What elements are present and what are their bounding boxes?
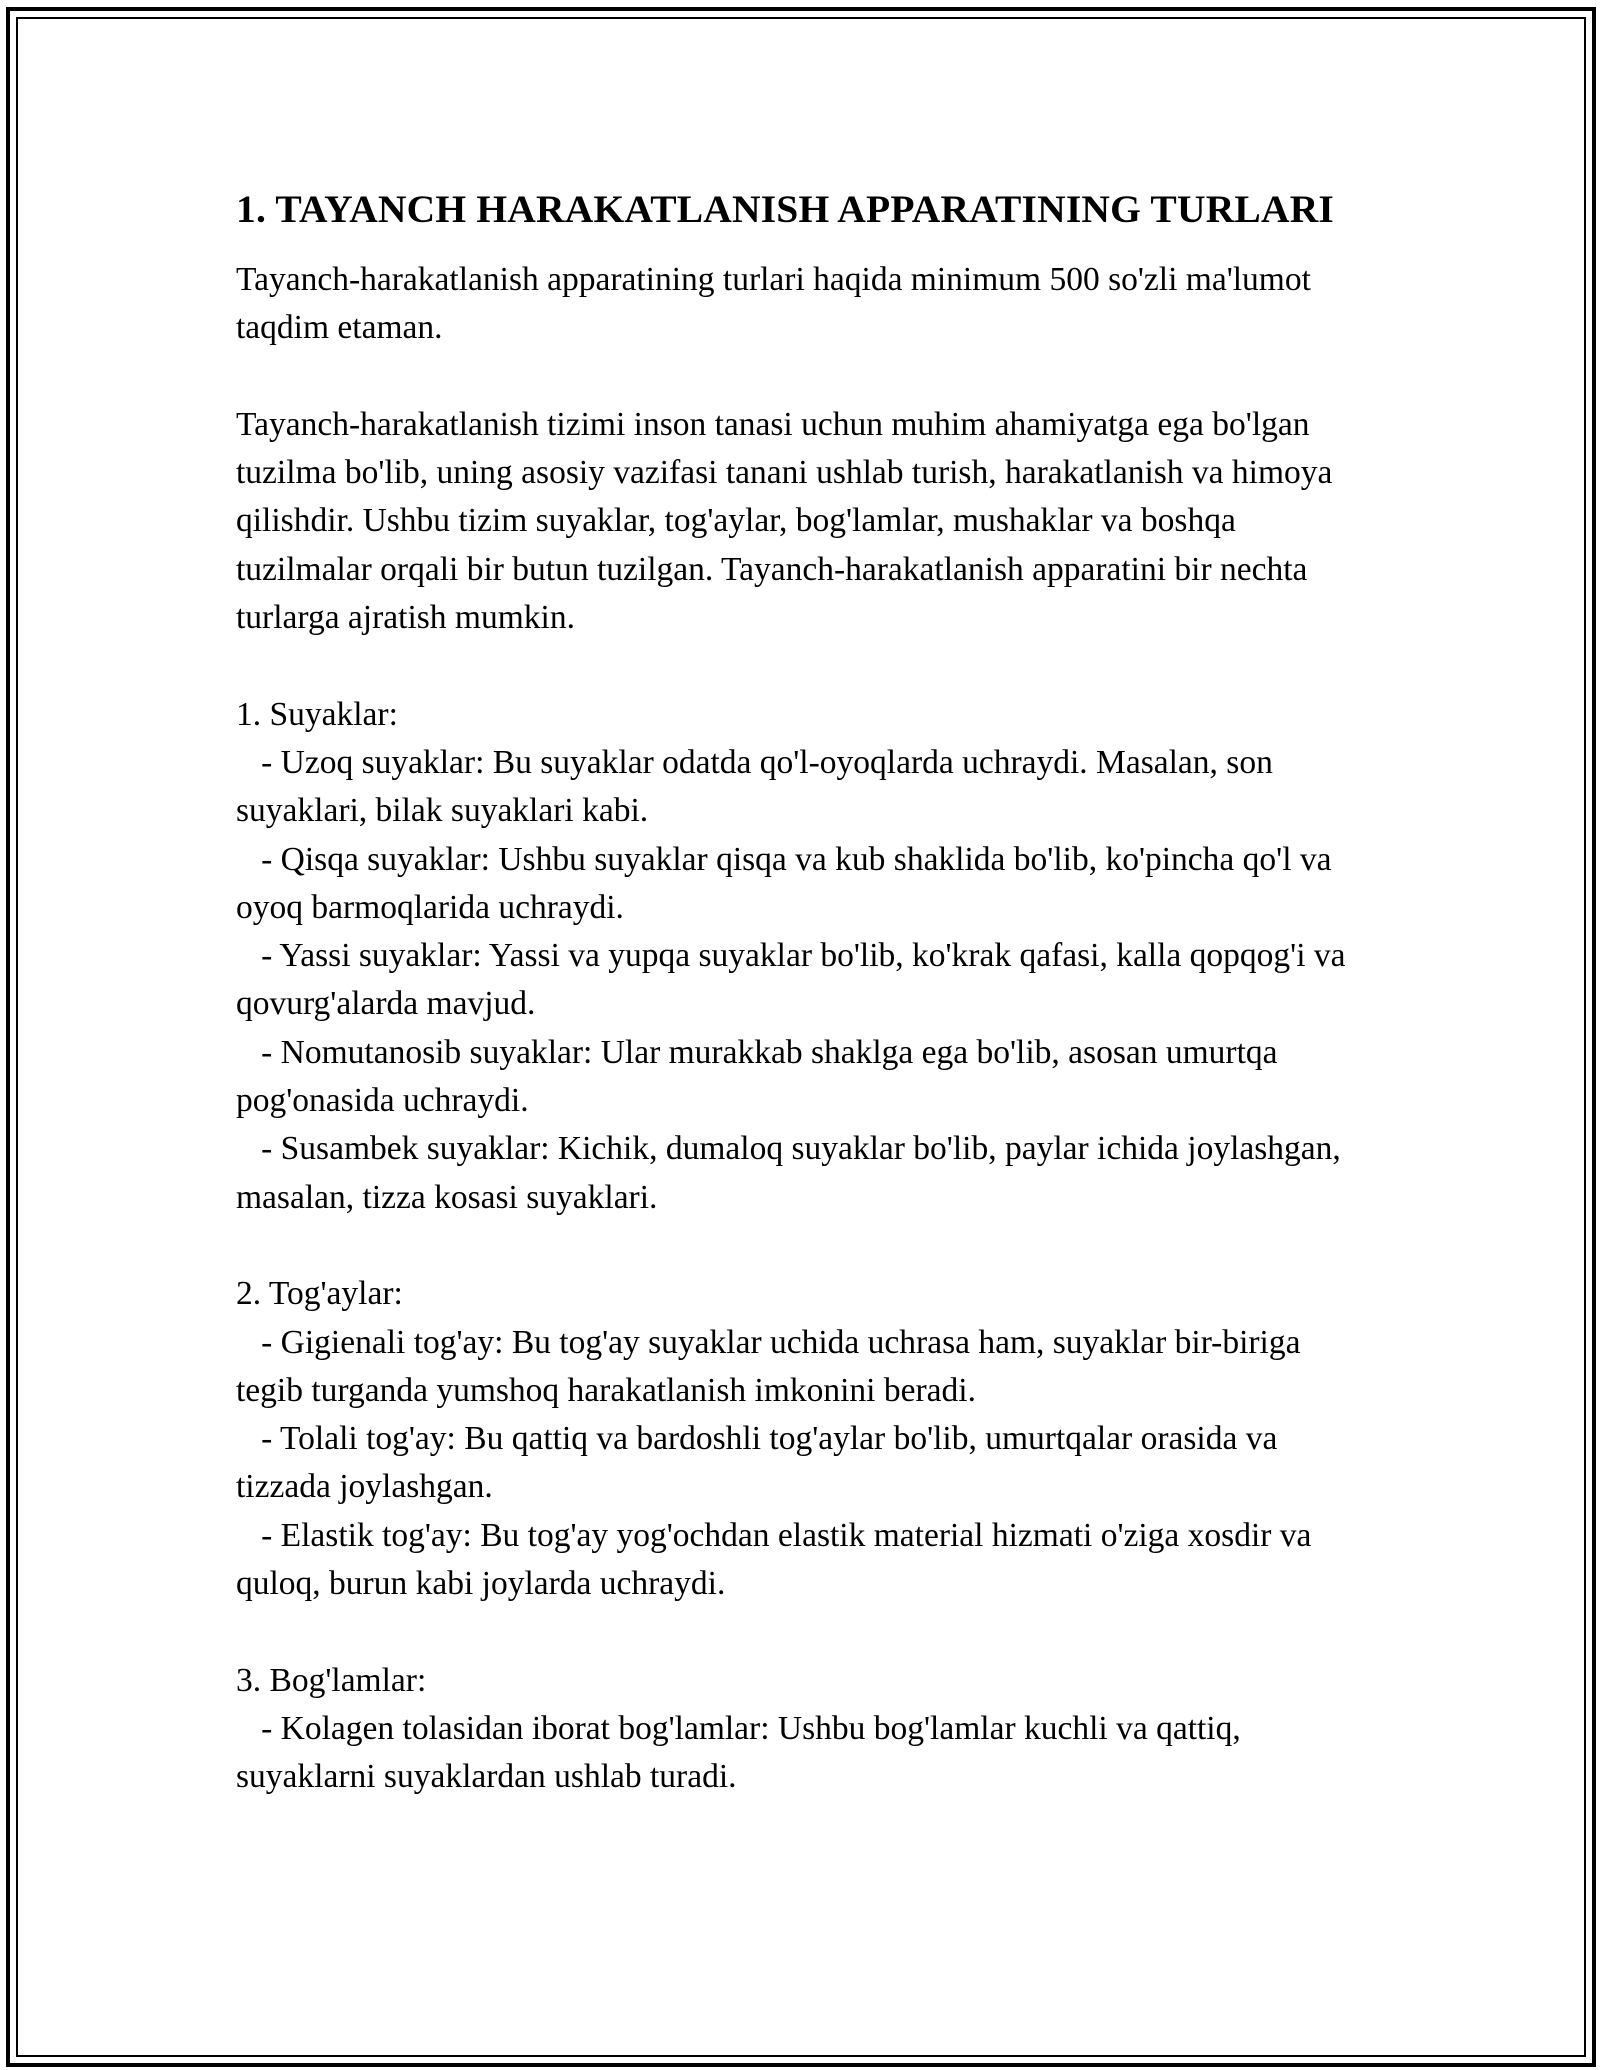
list-item: - Qisqa suyaklar: Ushbu suyaklar qisqa va kub shaklida bo'lib, ko'pincha qo'l va oyoq barmoqlarida uchraydi. bbox=[236, 840, 1340, 926]
section-suyaklar bbox=[236, 691, 1364, 1222]
list-item: - Yassi suyaklar: Yassi va yupqa suyaklar bo'lib, ko'krak qafasi, kalla qopqog'i va qovurg'alarda mavjud. bbox=[236, 937, 1354, 1023]
list-item: - Nomutanosib suyaklar: Ular murakkab shaklga ega bo'lib, asosan umurtqa pog'onasida uchraydi. bbox=[236, 1033, 1286, 1120]
list-item: - Susambek suyaklar: Kichik, dumaloq suyaklar bo'lib, paylar ichida joylashgan, masalan, tizza kosasi suyaklari. bbox=[236, 1130, 1350, 1216]
section-heading: 3. Bog'lamlar: bbox=[236, 1661, 427, 1699]
section-togaylar bbox=[236, 1270, 1364, 1608]
section-boglamlar bbox=[236, 1657, 1364, 1802]
list-item: - Gigienali tog'ay: Bu tog'ay suyaklar uchida uchrasa ham, suyaklar bir-biriga tegib turganda yumshoq harakatlanish imkonini beradi. bbox=[236, 1323, 1309, 1409]
paragraph-gap bbox=[236, 1222, 1364, 1270]
section-heading: 2. Tog'aylar: bbox=[236, 1275, 403, 1313]
list-item: - Tolali tog'ay: Bu qattiq va bardoshli tog'aylar bo'lib, umurtqalar orasida va tizzada joylashgan. bbox=[236, 1420, 1286, 1506]
overview-paragraph: Tayanch-harakatlanish tizimi inson tanasi uchun muhim ahamiyatga ega bo'lgan tuzilma bo'lib, uning asosiy vazifasi tanani ushlab turish, harakatlanish va himoya qilishdir. Ushbu tizim suyaklar, tog'aylar, bog'lamlar, mushaklar va boshqa tuzilmalar orqali bir butun tuzilgan. Tayanch-harakatlanish apparatini bir nechta turlarga ajratish mumkin. bbox=[236, 405, 1341, 637]
paragraph-gap bbox=[236, 642, 1364, 690]
list-item: - Kolagen tolasidan iborat bog'lamlar: Ushbu bog'lamlar kuchli va qattiq, suyaklarni suyaklardan ushlab turadi. bbox=[236, 1709, 1250, 1796]
paragraph-gap bbox=[236, 353, 1364, 401]
list-item: - Uzoq suyaklar: Bu suyaklar odatda qo'l-oyoqlarda uchraydi. Masalan, son suyaklari, bilak suyaklari kabi. bbox=[236, 743, 1282, 830]
document-body bbox=[236, 182, 1364, 1802]
list-item: - Elastik tog'ay: Bu tog'ay yog'ochdan elastik material hizmati o'ziga xosdir va quloq, burun kabi joylarda uchraydi. bbox=[236, 1516, 1320, 1603]
document-title: 1. TAYANCH HARAKATLANISH APPARATINING TURLARI bbox=[236, 187, 1334, 231]
intro-paragraph: Tayanch-harakatlanish apparatining turlari haqida minimum 500 so'zli ma'lumot taqdim etaman. bbox=[236, 261, 1320, 347]
section-heading: 1. Suyaklar: bbox=[236, 695, 398, 733]
paragraph-gap bbox=[236, 1608, 1364, 1656]
